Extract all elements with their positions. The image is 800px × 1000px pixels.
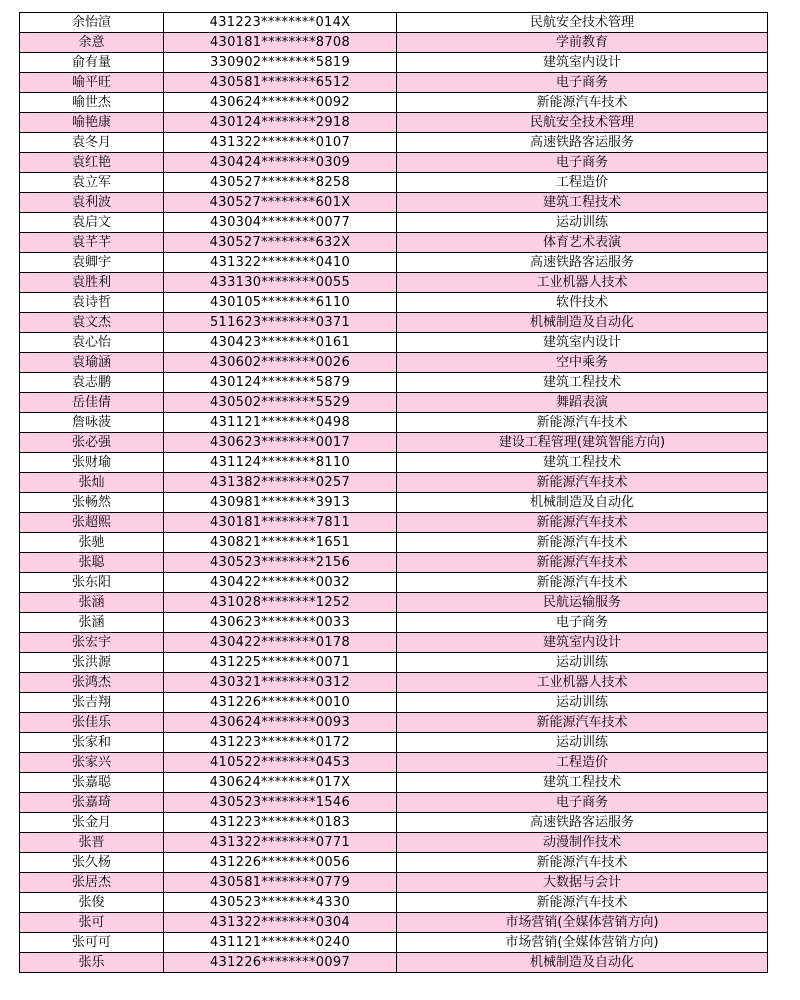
table-row — [20, 53, 768, 73]
id-number-cell: 431382********0257 — [164, 473, 397, 493]
id-number-cell: 431322********0410 — [164, 253, 397, 273]
student-name-cell: 张鸿杰 — [20, 673, 164, 693]
id-number-cell: 430623********0033 — [164, 613, 397, 633]
major-cell: 舞蹈表演 — [397, 393, 768, 413]
id-number-cell: 430181********7811 — [164, 513, 397, 533]
student-name-cell: 张晋 — [20, 833, 164, 853]
id-number-cell: 431028********1252 — [164, 593, 397, 613]
table-row — [20, 13, 768, 33]
student-name-cell: 喻平旺 — [20, 73, 164, 93]
table-row — [20, 313, 768, 333]
student-name-cell: 袁胜利 — [20, 273, 164, 293]
student-name-cell: 张俊 — [20, 893, 164, 913]
student-name-cell: 袁瑜涵 — [20, 353, 164, 373]
table-row — [20, 853, 768, 873]
major-cell: 新能源汽车技术 — [397, 513, 768, 533]
id-number-cell: 430321********0312 — [164, 673, 397, 693]
student-name-cell: 詹咏菠 — [20, 413, 164, 433]
table-row — [20, 173, 768, 193]
student-name-cell: 喻艳康 — [20, 113, 164, 133]
major-cell: 机械制造及自动化 — [397, 953, 768, 973]
id-number-cell: 430624********0092 — [164, 93, 397, 113]
id-number-cell: 431124********8110 — [164, 453, 397, 473]
table-row — [20, 693, 768, 713]
major-cell: 市场营销(全媒体营销方向) — [397, 933, 768, 953]
major-cell: 建筑工程技术 — [397, 373, 768, 393]
table-row — [20, 273, 768, 293]
roster-sheet — [19, 12, 767, 973]
major-cell: 动漫制作技术 — [397, 833, 768, 853]
table-row — [20, 793, 768, 813]
id-number-cell: 430527********8258 — [164, 173, 397, 193]
table-row — [20, 293, 768, 313]
id-number-cell: 430124********2918 — [164, 113, 397, 133]
table-row — [20, 913, 768, 933]
student-name-cell: 张驰 — [20, 533, 164, 553]
id-number-cell: 430423********0161 — [164, 333, 397, 353]
id-number-cell: 430502********5529 — [164, 393, 397, 413]
student-name-cell: 张家兴 — [20, 753, 164, 773]
major-cell: 高速铁路客运服务 — [397, 813, 768, 833]
student-name-cell: 袁志鹏 — [20, 373, 164, 393]
student-name-cell: 张聪 — [20, 553, 164, 573]
student-name-cell: 余怡渲 — [20, 13, 164, 33]
id-number-cell: 431226********0097 — [164, 953, 397, 973]
id-number-cell: 430304********0077 — [164, 213, 397, 233]
student-name-cell: 袁芊芊 — [20, 233, 164, 253]
major-cell: 新能源汽车技术 — [397, 713, 768, 733]
major-cell: 电子商务 — [397, 793, 768, 813]
major-cell: 新能源汽车技术 — [397, 853, 768, 873]
student-name-cell: 张家和 — [20, 733, 164, 753]
student-name-cell: 喻世杰 — [20, 93, 164, 113]
student-name-cell: 张涵 — [20, 593, 164, 613]
major-cell: 新能源汽车技术 — [397, 553, 768, 573]
major-cell: 工程造价 — [397, 753, 768, 773]
id-number-cell: 430422********0178 — [164, 633, 397, 653]
student-name-cell: 张涵 — [20, 613, 164, 633]
id-number-cell: 431121********0240 — [164, 933, 397, 953]
major-cell: 市场营销(全媒体营销方向) — [397, 913, 768, 933]
id-number-cell: 431226********0010 — [164, 693, 397, 713]
id-number-cell: 433130********0055 — [164, 273, 397, 293]
major-cell: 机械制造及自动化 — [397, 313, 768, 333]
id-number-cell: 430523********1546 — [164, 793, 397, 813]
major-cell: 建筑工程技术 — [397, 453, 768, 473]
table-row — [20, 113, 768, 133]
table-row — [20, 813, 768, 833]
table-row — [20, 453, 768, 473]
table-row — [20, 253, 768, 273]
major-cell: 学前教育 — [397, 33, 768, 53]
major-cell: 电子商务 — [397, 613, 768, 633]
major-cell: 运动训练 — [397, 733, 768, 753]
table-row — [20, 533, 768, 553]
major-cell: 工业机器人技术 — [397, 673, 768, 693]
table-row — [20, 873, 768, 893]
table-row — [20, 893, 768, 913]
student-name-cell: 袁立军 — [20, 173, 164, 193]
table-row — [20, 153, 768, 173]
table-row — [20, 613, 768, 633]
table-row — [20, 713, 768, 733]
student-name-cell: 张乐 — [20, 953, 164, 973]
major-cell: 民航运输服务 — [397, 593, 768, 613]
id-number-cell: 431223********0172 — [164, 733, 397, 753]
id-number-cell: 431226********0056 — [164, 853, 397, 873]
major-cell: 建筑工程技术 — [397, 193, 768, 213]
id-number-cell: 430523********2156 — [164, 553, 397, 573]
student-name-cell: 岳佳倩 — [20, 393, 164, 413]
table-row — [20, 413, 768, 433]
student-name-cell: 张灿 — [20, 473, 164, 493]
id-number-cell: 430105********6110 — [164, 293, 397, 313]
id-number-cell: 430181********8708 — [164, 33, 397, 53]
id-number-cell: 431121********0498 — [164, 413, 397, 433]
student-name-cell: 张必强 — [20, 433, 164, 453]
id-number-cell: 431322********0107 — [164, 133, 397, 153]
id-number-cell: 430981********3913 — [164, 493, 397, 513]
major-cell: 建筑室内设计 — [397, 53, 768, 73]
major-cell: 新能源汽车技术 — [397, 893, 768, 913]
id-number-cell: 430422********0032 — [164, 573, 397, 593]
id-number-cell: 430624********0093 — [164, 713, 397, 733]
student-name-cell: 袁红艳 — [20, 153, 164, 173]
table-row — [20, 933, 768, 953]
student-name-cell: 张超熙 — [20, 513, 164, 533]
major-cell: 机械制造及自动化 — [397, 493, 768, 513]
table-row — [20, 73, 768, 93]
table-row — [20, 433, 768, 453]
id-number-cell: 430527********632X — [164, 233, 397, 253]
student-name-cell: 袁冬月 — [20, 133, 164, 153]
roster-table-body — [20, 13, 768, 973]
id-number-cell: 430523********4330 — [164, 893, 397, 913]
major-cell: 建筑工程技术 — [397, 773, 768, 793]
student-name-cell: 张东阳 — [20, 573, 164, 593]
table-row — [20, 33, 768, 53]
table-row — [20, 773, 768, 793]
student-name-cell: 俞有量 — [20, 53, 164, 73]
roster-table — [19, 12, 768, 973]
major-cell: 运动训练 — [397, 693, 768, 713]
major-cell: 运动训练 — [397, 653, 768, 673]
id-number-cell: 431223********0183 — [164, 813, 397, 833]
student-name-cell: 余意 — [20, 33, 164, 53]
table-row — [20, 733, 768, 753]
student-name-cell: 张嘉琦 — [20, 793, 164, 813]
major-cell: 新能源汽车技术 — [397, 413, 768, 433]
table-row — [20, 213, 768, 233]
table-row — [20, 373, 768, 393]
table-row — [20, 753, 768, 773]
table-row — [20, 953, 768, 973]
id-number-cell: 511623********0371 — [164, 313, 397, 333]
student-name-cell: 张洪源 — [20, 653, 164, 673]
table-row — [20, 553, 768, 573]
major-cell: 建筑室内设计 — [397, 333, 768, 353]
student-name-cell: 袁卿宇 — [20, 253, 164, 273]
major-cell: 新能源汽车技术 — [397, 93, 768, 113]
id-number-cell: 430527********601X — [164, 193, 397, 213]
table-row — [20, 493, 768, 513]
id-number-cell: 430124********5879 — [164, 373, 397, 393]
major-cell: 工程造价 — [397, 173, 768, 193]
major-cell: 软件技术 — [397, 293, 768, 313]
student-name-cell: 张财瑜 — [20, 453, 164, 473]
student-name-cell: 张金月 — [20, 813, 164, 833]
major-cell: 大数据与会计 — [397, 873, 768, 893]
student-name-cell: 张吉翔 — [20, 693, 164, 713]
major-cell: 建筑室内设计 — [397, 633, 768, 653]
id-number-cell: 430624********017X — [164, 773, 397, 793]
student-name-cell: 张嘉聪 — [20, 773, 164, 793]
student-name-cell: 张可可 — [20, 933, 164, 953]
major-cell: 建设工程管理(建筑智能方向) — [397, 433, 768, 453]
major-cell: 新能源汽车技术 — [397, 573, 768, 593]
id-number-cell: 430602********0026 — [164, 353, 397, 373]
major-cell: 高速铁路客运服务 — [397, 133, 768, 153]
student-name-cell: 张居杰 — [20, 873, 164, 893]
table-row — [20, 233, 768, 253]
student-name-cell: 张久杨 — [20, 853, 164, 873]
table-row — [20, 633, 768, 653]
major-cell: 新能源汽车技术 — [397, 533, 768, 553]
student-name-cell: 袁心怡 — [20, 333, 164, 353]
id-number-cell: 430424********0309 — [164, 153, 397, 173]
major-cell: 电子商务 — [397, 153, 768, 173]
table-row — [20, 573, 768, 593]
id-number-cell: 330902********5819 — [164, 53, 397, 73]
major-cell: 民航安全技术管理 — [397, 13, 768, 33]
id-number-cell: 431322********0304 — [164, 913, 397, 933]
table-row — [20, 333, 768, 353]
student-name-cell: 袁文杰 — [20, 313, 164, 333]
table-row — [20, 593, 768, 613]
id-number-cell: 430623********0017 — [164, 433, 397, 453]
major-cell: 工业机器人技术 — [397, 273, 768, 293]
major-cell: 运动训练 — [397, 213, 768, 233]
student-name-cell: 张可 — [20, 913, 164, 933]
table-row — [20, 473, 768, 493]
student-name-cell: 张佳乐 — [20, 713, 164, 733]
table-row — [20, 393, 768, 413]
table-row — [20, 653, 768, 673]
table-row — [20, 93, 768, 113]
student-name-cell: 张畅然 — [20, 493, 164, 513]
id-number-cell: 431322********0771 — [164, 833, 397, 853]
table-row — [20, 133, 768, 153]
major-cell: 新能源汽车技术 — [397, 473, 768, 493]
id-number-cell: 430821********1651 — [164, 533, 397, 553]
major-cell: 电子商务 — [397, 73, 768, 93]
id-number-cell: 430581********0779 — [164, 873, 397, 893]
table-row — [20, 833, 768, 853]
table-row — [20, 513, 768, 533]
id-number-cell: 410522********0453 — [164, 753, 397, 773]
major-cell: 体育艺术表演 — [397, 233, 768, 253]
table-row — [20, 193, 768, 213]
student-name-cell: 袁利波 — [20, 193, 164, 213]
student-name-cell: 袁诗哲 — [20, 293, 164, 313]
student-name-cell: 张宏宇 — [20, 633, 164, 653]
table-row — [20, 353, 768, 373]
id-number-cell: 431223********014X — [164, 13, 397, 33]
table-row — [20, 673, 768, 693]
major-cell: 民航安全技术管理 — [397, 113, 768, 133]
student-name-cell: 袁启文 — [20, 213, 164, 233]
major-cell: 空中乘务 — [397, 353, 768, 373]
id-number-cell: 430581********6512 — [164, 73, 397, 93]
major-cell: 高速铁路客运服务 — [397, 253, 768, 273]
id-number-cell: 431225********0071 — [164, 653, 397, 673]
